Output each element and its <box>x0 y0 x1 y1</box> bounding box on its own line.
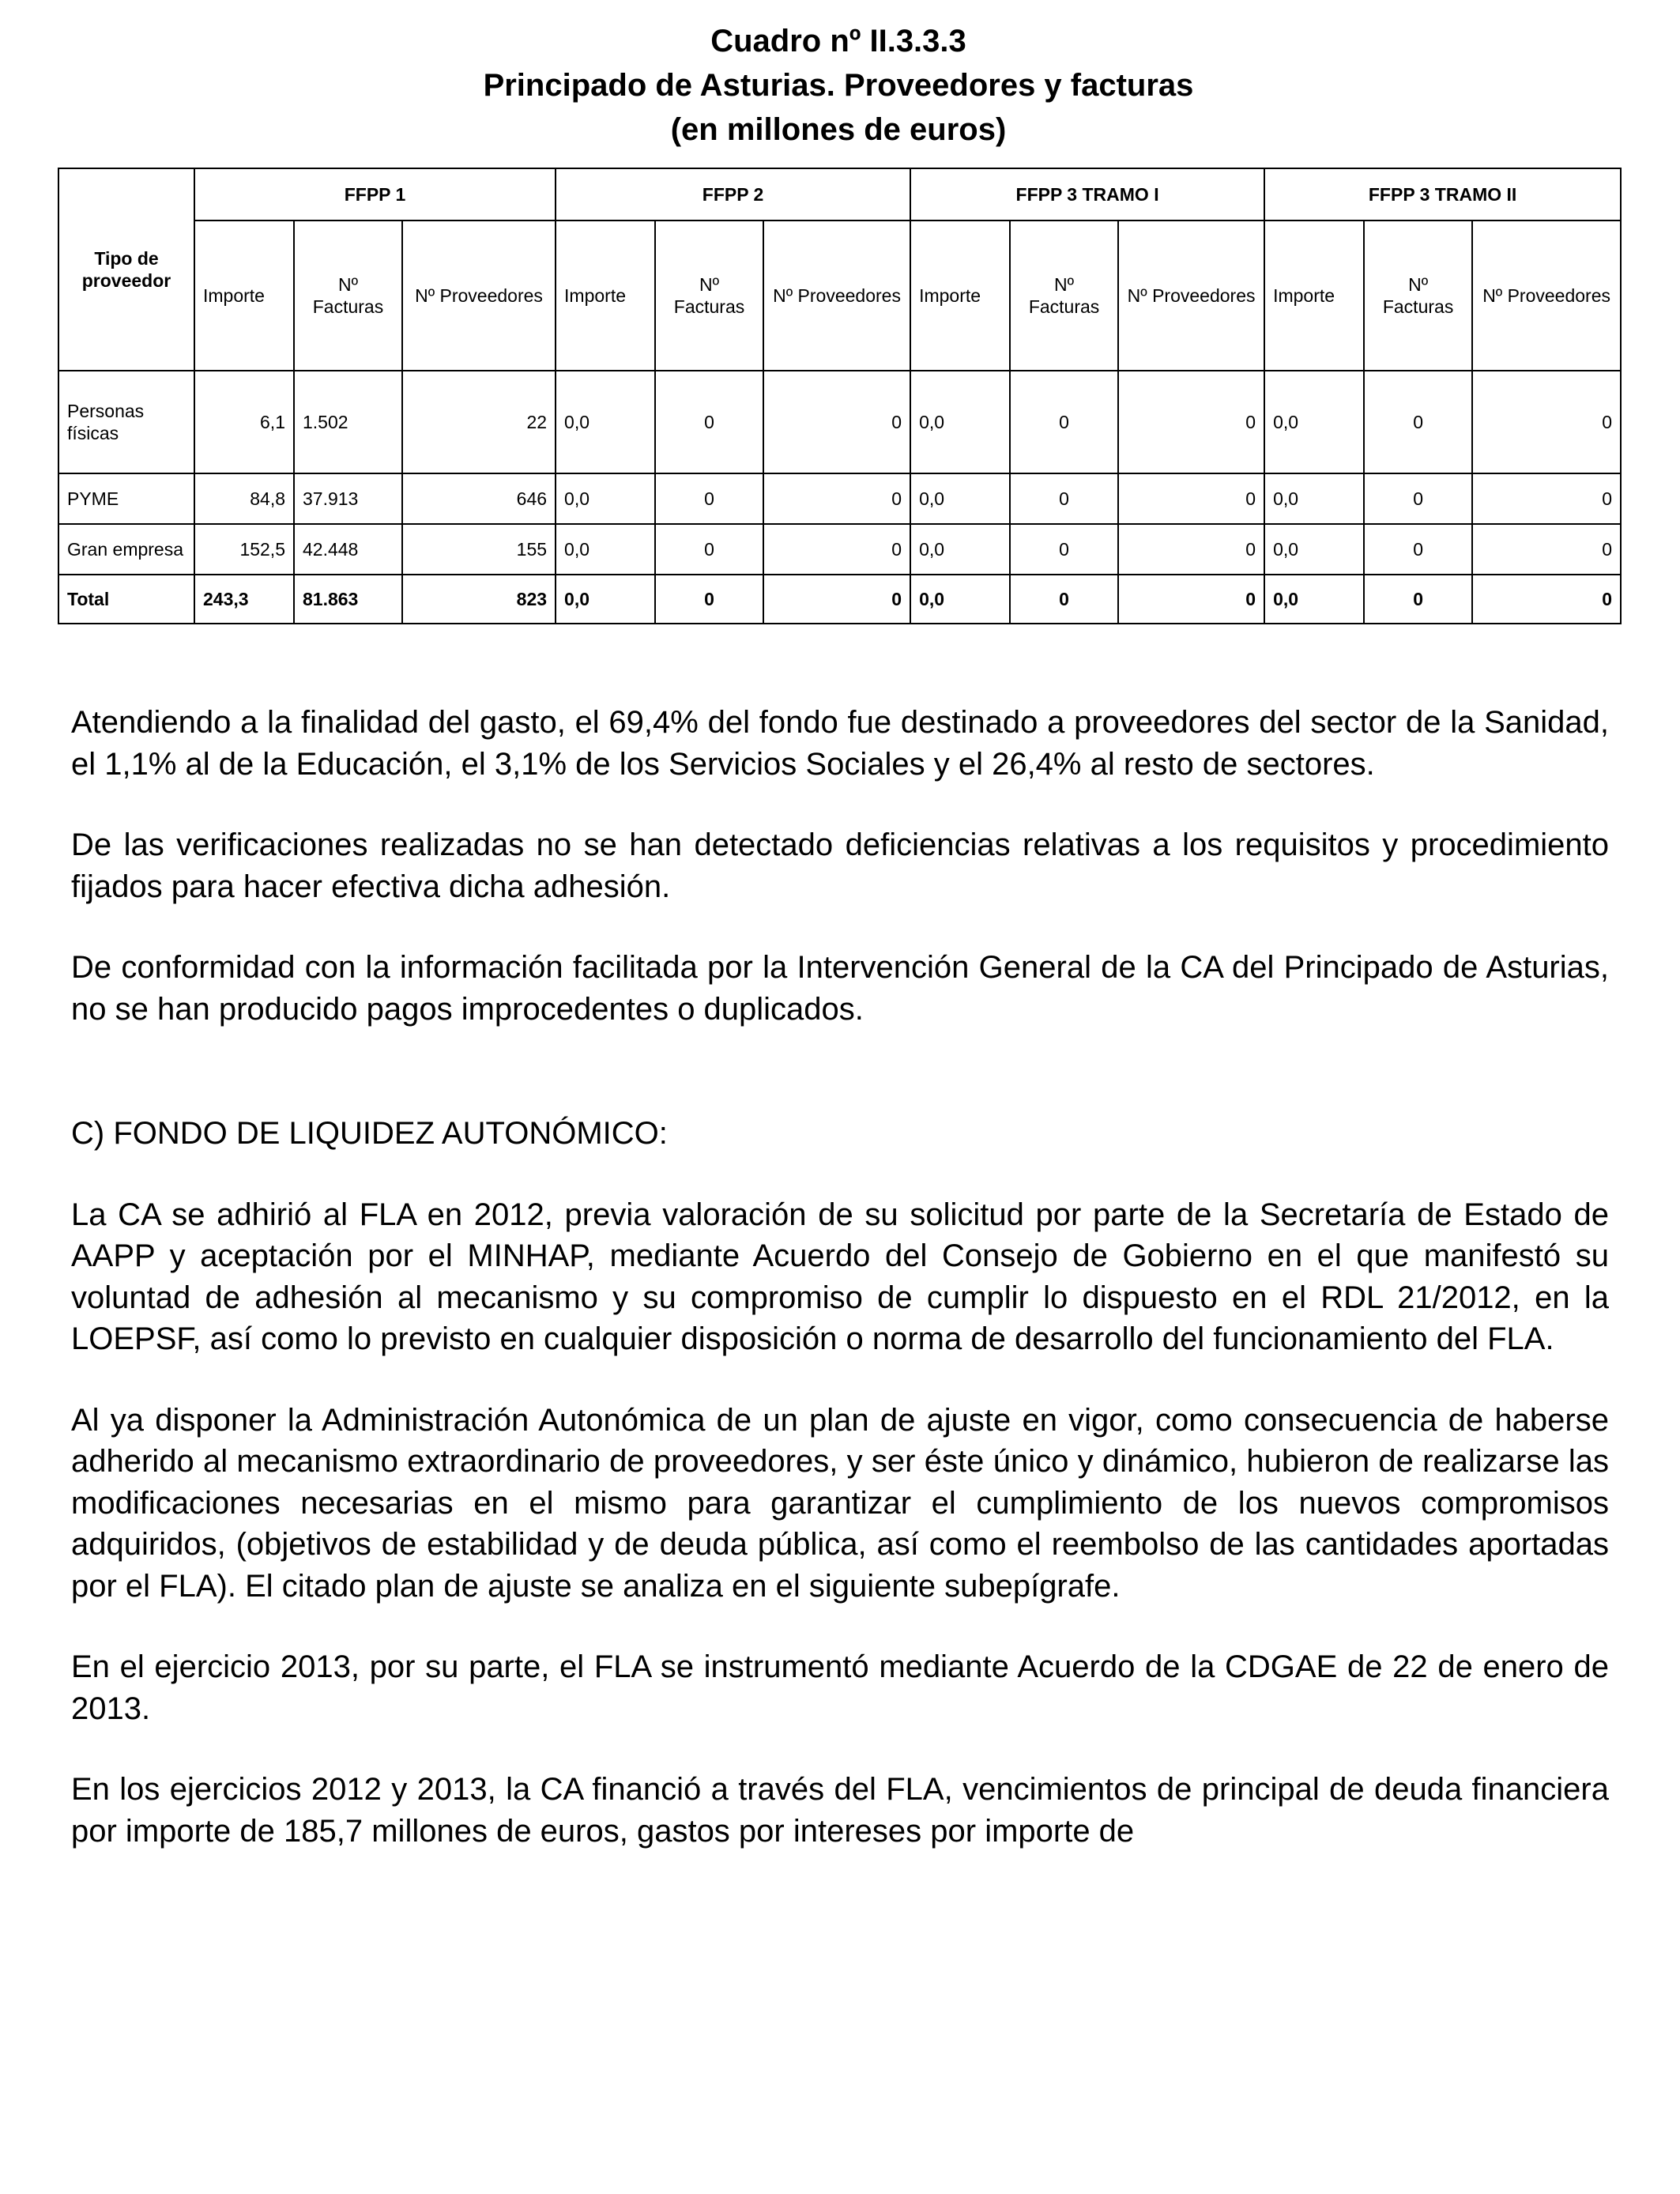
paragraph: La CA se adhirió al FLA en 2012, previa valoración de su solicitud por parte de la Secretaría de Estado de AAPP y aceptación por el MINHAP, mediante Acuerdo del Consejo de Gobierno en el que manifestó su voluntad de adhesión al mecanismo y su compromiso de cumplir lo dispuesto en el RDL 21/2012, en la LOEPSF, así como lo previsto en cualquier disposición o norma de desarrollo del funcionamiento del FLA. <box>71 1197 1609 1356</box>
subheader-cell: Importe <box>194 221 294 371</box>
table-row <box>58 524 1621 575</box>
caption-line-3: (en millones de euros) <box>670 112 1007 147</box>
subheader-cell: Nº Proveedores <box>1118 221 1264 371</box>
table-cell: 0 <box>1364 473 1472 524</box>
table-cell: 0,0 <box>556 524 655 575</box>
table-cell: 0 <box>1118 575 1264 624</box>
table-cell: 0,0 <box>910 473 1010 524</box>
paragraph: De las verificaciones realizadas no se han detectado deficiencias relativas a los requisitos y procedimiento fijados para hacer efectiva dicha adhesión. <box>71 827 1609 904</box>
table-cell: 0 <box>1472 575 1621 624</box>
table-cell: 0 <box>1472 371 1621 473</box>
table-cell: 0,0 <box>910 524 1010 575</box>
table-cell: 0 <box>1472 524 1621 575</box>
table-cell: 0,0 <box>1264 473 1364 524</box>
table-cell: 0 <box>655 524 763 575</box>
subheader-cell: Nº Facturas <box>1010 221 1118 371</box>
table-cell: 22 <box>402 371 556 473</box>
paragraph: Al ya disponer la Administración Autonómica de un plan de ajuste en vigor, como consecuencia de haberse adherido al mecanismo extraordinario de proveedores, y ser éste único y dinámico, hubieron de realizarse las modificaciones necesarias en el mismo para garantizar el cumplimiento de los nuevos compromisos adquiridos, (objetivos de estabilidad y de deuda pública, así como el reembolso de las cantidades aportadas por el FLA). El citado plan de ajuste se analiza en el siguiente subepígrafe. <box>71 1402 1609 1604</box>
subheader-cell: Nº Facturas <box>1364 221 1472 371</box>
subheader-cell: Nº Proveedores <box>763 221 910 371</box>
group-header: FFPP 1 <box>194 168 556 221</box>
table-cell: 0 <box>1118 524 1264 575</box>
section-heading: C) FONDO DE LIQUIDEZ AUTONÓMICO: <box>71 1116 668 1151</box>
group-header: FFPP 2 <box>556 168 910 221</box>
table-cell: 0 <box>655 575 763 624</box>
table-cell: 0 <box>655 371 763 473</box>
row-label: Gran empresa <box>58 524 194 575</box>
table-cell: 84,8 <box>194 473 294 524</box>
table-cell: 37.913 <box>294 473 402 524</box>
group-header: FFPP 3 TRAMO I <box>910 168 1264 221</box>
table-cell: 0,0 <box>910 371 1010 473</box>
table-total-row <box>58 575 1621 624</box>
row-label: Personas físicas <box>58 371 194 473</box>
table-cell: 0 <box>763 524 910 575</box>
table-cell: 243,3 <box>194 575 294 624</box>
table-caption <box>0 19 1680 152</box>
table-cell: 0,0 <box>556 371 655 473</box>
suppliers-table <box>58 168 1622 624</box>
table-cell: 0 <box>763 371 910 473</box>
body-text <box>71 702 1609 1891</box>
caption-line-1: Cuadro nº II.3.3.3 <box>710 24 966 58</box>
paragraph: Atendiendo a la finalidad del gasto, el 69,4% del fondo fue destinado a proveedores del sector de la Sanidad, el 1,1% al de la Educación, el 3,1% de los Servicios Sociales y el 26,4% al resto de sectores. <box>71 705 1609 782</box>
table-cell: 0 <box>1010 524 1118 575</box>
row-header-cell: Tipo de proveedor <box>58 168 194 371</box>
table-cell: 6,1 <box>194 371 294 473</box>
table-cell: 152,5 <box>194 524 294 575</box>
table-cell: 0,0 <box>556 473 655 524</box>
table-cell: 0,0 <box>1264 575 1364 624</box>
table-cell: 0,0 <box>556 575 655 624</box>
table-subheader-row <box>58 221 1621 371</box>
row-label: Total <box>58 575 194 624</box>
table-cell: 823 <box>402 575 556 624</box>
table-row <box>58 371 1621 473</box>
subheader-cell: Nº Proveedores <box>1472 221 1621 371</box>
table-cell: 0,0 <box>910 575 1010 624</box>
subheader-cell: Nº Proveedores <box>402 221 556 371</box>
table-cell: 42.448 <box>294 524 402 575</box>
paragraph: De conformidad con la información facilitada por la Intervención General de la CA del Principado de Asturias, no se han producido pagos improcedentes o duplicados. <box>71 950 1609 1027</box>
caption-line-2: Principado de Asturias. Proveedores y facturas <box>483 68 1194 103</box>
table-row <box>58 473 1621 524</box>
table-cell: 0 <box>1364 524 1472 575</box>
table-cell: 0 <box>1472 473 1621 524</box>
paragraph: En el ejercicio 2013, por su parte, el FLA se instrumentó mediante Acuerdo de la CDGAE de 22 de enero de 2013. <box>71 1649 1609 1726</box>
table-group-header-row <box>58 168 1621 221</box>
table-cell: 0,0 <box>1264 524 1364 575</box>
table-cell: 0 <box>1010 575 1118 624</box>
row-label: PYME <box>58 473 194 524</box>
table-cell: 155 <box>402 524 556 575</box>
table-cell: 0 <box>763 575 910 624</box>
table-cell: 0 <box>763 473 910 524</box>
table-cell: 0 <box>1118 473 1264 524</box>
subheader-cell: Importe <box>556 221 655 371</box>
table-cell: 0 <box>1364 371 1472 473</box>
table-cell: 0 <box>1010 473 1118 524</box>
subheader-cell: Nº Facturas <box>655 221 763 371</box>
table-cell: 0 <box>1118 371 1264 473</box>
subheader-cell: Importe <box>1264 221 1364 371</box>
group-header: FFPP 3 TRAMO II <box>1264 168 1621 221</box>
paragraph: En los ejercicios 2012 y 2013, la CA financió a través del FLA, vencimientos de principal de deuda financiera por importe de 185,7 millones de euros, gastos por intereses por importe de <box>71 1772 1609 1849</box>
table-cell: 0 <box>1364 575 1472 624</box>
table-cell: 0 <box>655 473 763 524</box>
subheader-cell: Nº Facturas <box>294 221 402 371</box>
table-cell: 0,0 <box>1264 371 1364 473</box>
table-cell: 1.502 <box>294 371 402 473</box>
table-cell: 0 <box>1010 371 1118 473</box>
subheader-cell: Importe <box>910 221 1010 371</box>
table-cell: 81.863 <box>294 575 402 624</box>
table-cell: 646 <box>402 473 556 524</box>
